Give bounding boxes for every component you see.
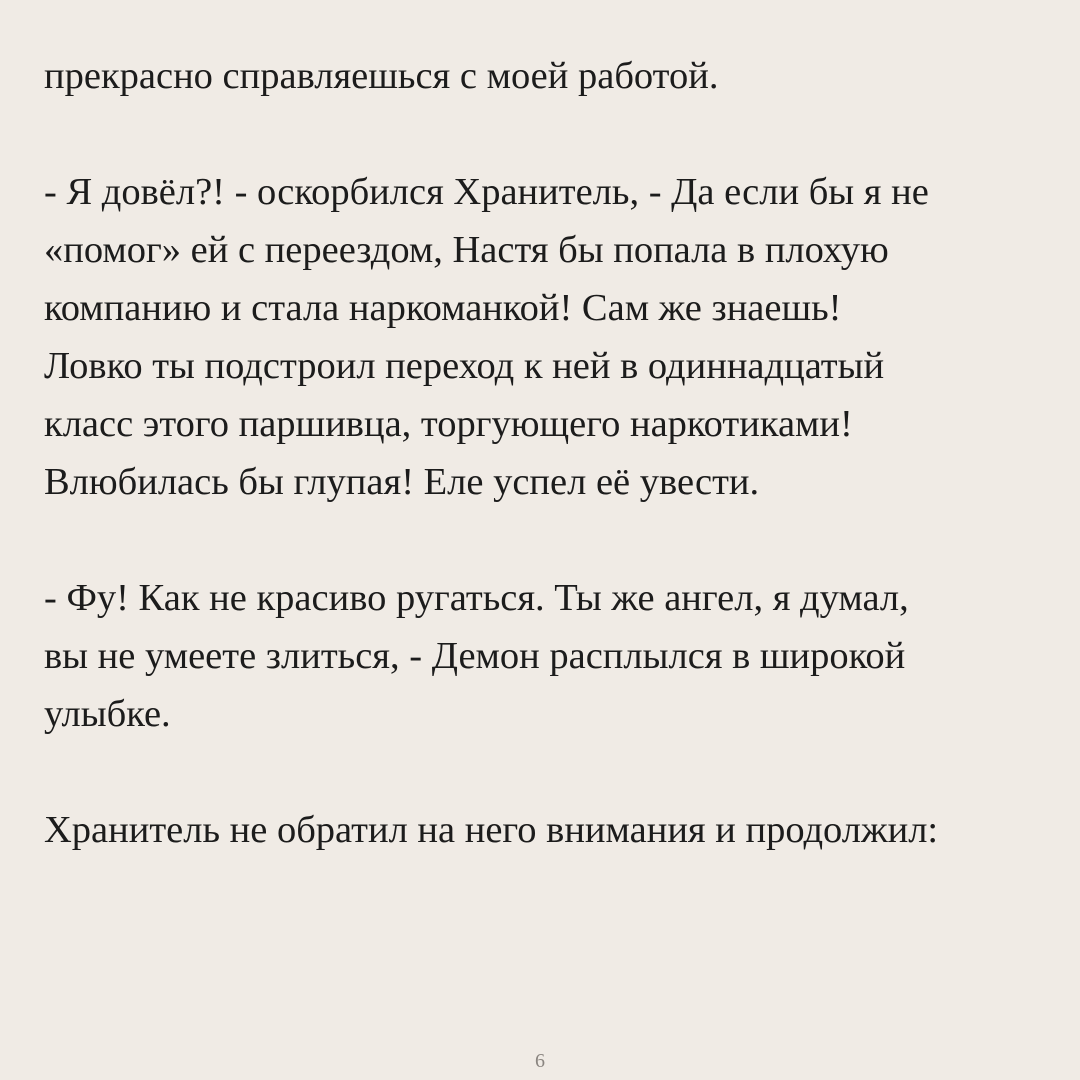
text-line: прекрасно справляешься с моей работой.: [44, 55, 719, 97]
text-line: улыбке.: [44, 693, 171, 735]
text-line: Хранитель не обратил на него внимания и продолжил:: [44, 809, 939, 851]
page-number: 6: [535, 1050, 545, 1072]
text-line: - Фу! Как не красиво ругаться. Ты же ангел, я думал,: [44, 577, 909, 619]
text-line: Влюбилась бы глупая! Еле успел её увести.: [44, 461, 760, 503]
text-line: компанию и стала наркоманкой! Сам же знаешь!: [44, 287, 842, 329]
text-line: вы не умеете злиться, - Демон расплылся в широкой: [44, 635, 906, 677]
text-line: «помог» ей с переездом, Настя бы попала в плохую: [44, 229, 889, 271]
paragraph-gap: [44, 743, 1054, 801]
paragraph-gap: [44, 105, 1054, 163]
paragraph-gap: [44, 511, 1054, 569]
text-line: класс этого паршивца, торгующего наркотиками!: [44, 403, 853, 445]
text-line: - Я довёл?! - оскорбился Хранитель, - Да если бы я не: [44, 171, 929, 213]
page-text: [44, 47, 1054, 859]
text-line: Ловко ты подстроил переход к ней в одиннадцатый: [44, 345, 885, 387]
